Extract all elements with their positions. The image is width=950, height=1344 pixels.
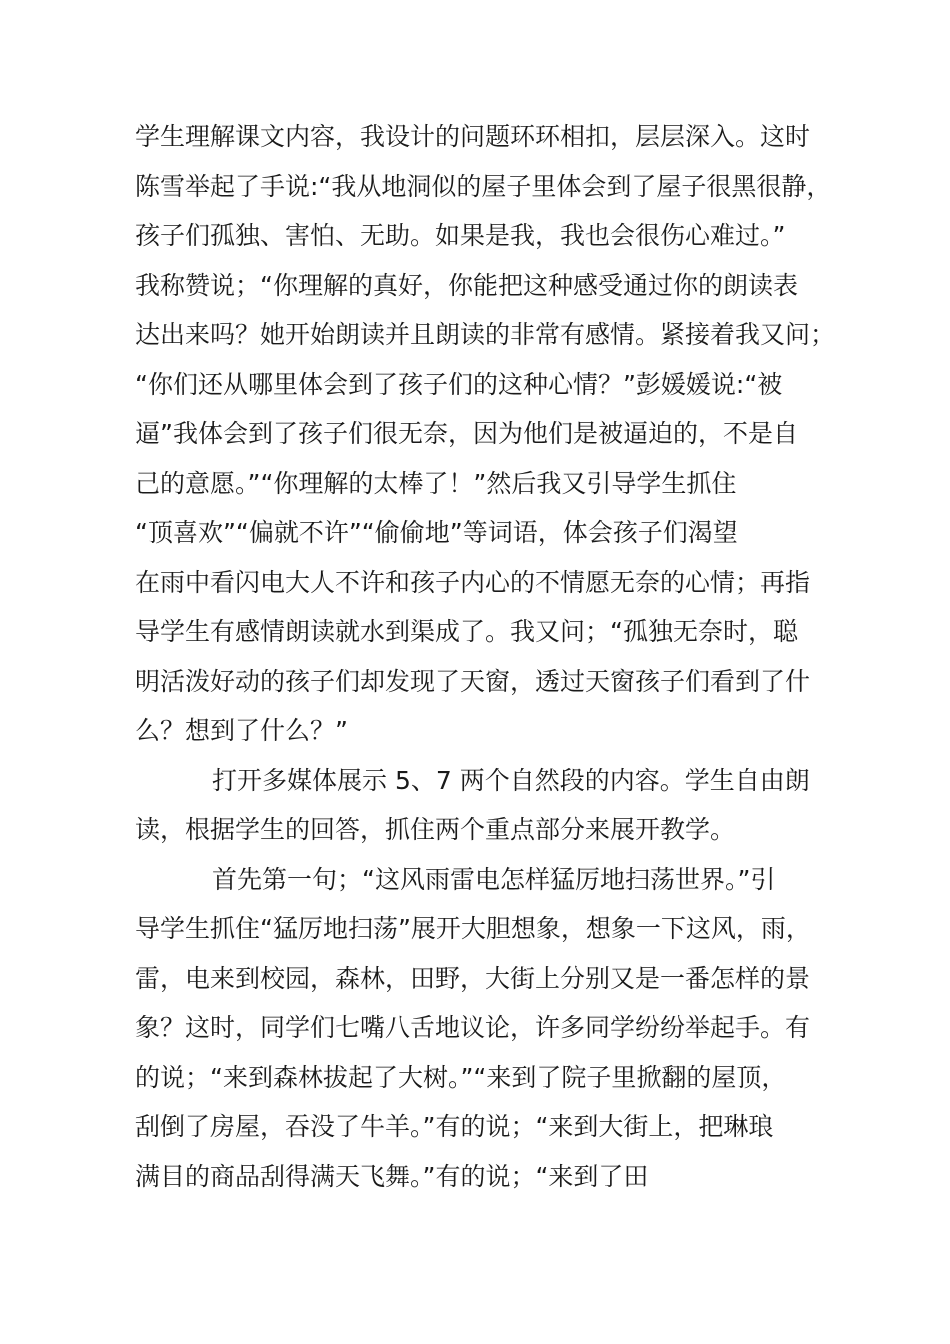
text-line: 刮倒了房屋，吞没了牛羊。”有的说；“来到大街上，把琳琅 [135,1112,774,1141]
text-line: 导学生有感情朗读就水到渠成了。我又问；“孤独无奈时，聪 [135,617,798,646]
text-line: 的说；“来到森林拔起了大树。”“来到了院子里掀翻的屋顶， [135,1062,787,1092]
text-line: “你们还从哪里体会到了孩子们的这种心情？”彭媛媛说:“被 [135,369,783,399]
text-line: 在雨中看闪电大人不许和孩子内心的不情愿无奈的心情；再指 [135,567,811,597]
text-line: 满目的商品刮得满天飞舞。”有的说；“来到了田 [135,1161,649,1191]
text-line: 我称赞说；“你理解的真好，你能把这种感受通过你的朗读表 [135,270,798,300]
body-text [135,112,845,1201]
text-line: 首先第一句；“这风雨雷电怎样猛厉地扫荡世界。”引 [212,864,776,894]
text-line: 己的意愿。”“你理解的太棒了！”然后我又引导学生抓住 [135,468,737,498]
text-line: 象？这时，同学们七嘴八舌地议论，许多同学纷纷举起手。有 [135,1013,811,1042]
text-line: 孩子们孤独、害怕、无助。如果是我，我也会很伤心难过。” [135,221,786,250]
text-line: 读，根据学生的回答，抓住两个重点部分来展开教学。 [135,815,736,844]
text-line: 陈雪举起了手说:“我从地洞似的屋子里体会到了屋子很黑很静， [135,171,832,201]
text-line: 打开多媒体展示 5、7 两个自然段的内容。学生自由朗 [212,765,810,795]
text-line: 导学生抓住“猛厉地扫荡”展开大胆想象，想象一下这风，雨， [135,914,811,943]
text-line: 雷，电来到校园，森林，田野，大街上分别又是一番怎样的景 [135,963,811,993]
text-line: 明活泼好动的孩子们却发现了天窗，透过天窗孩子们看到了什 [135,666,811,696]
text-line: 学生理解课文内容，我设计的问题环环相扣，层层深入。这时 [135,122,811,151]
text-line: 逼”我体会到了孩子们很无奈，因为他们是被逼迫的，不是自 [135,419,798,448]
text-line: 达出来吗？她开始朗读并且朗读的非常有感情。紧接着我又问； [135,320,836,349]
text-line: 么？想到了什么？” [135,716,348,745]
text-line: “顶喜欢”“偏就不许”“偷偷地”等词语，体会孩子们渴望 [135,518,738,547]
